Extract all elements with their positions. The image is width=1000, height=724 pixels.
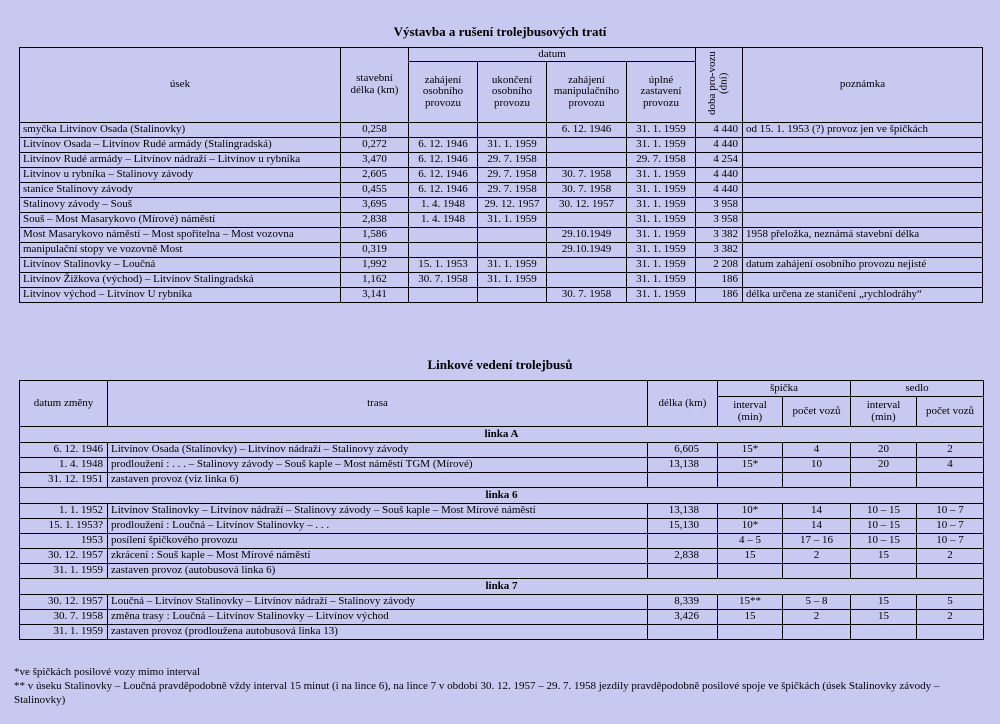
footnote: ** v úseku Stalinovky – Loučná pravděpodobně vždy interval 15 minut (i na lince 6), na lince 7 v období 30. 12. 1957 – 29. 7. 1958 jezdily pravděpodobně posilové spoje ve špičkách (úsek Stalinovky závody – Stalinovky) [14,679,940,706]
table-cell: 2 [917,610,984,625]
table-cell: 1,586 [341,227,409,242]
table-cell: zkrácení : Souš kaple – Most Mírové náměstí [108,549,648,564]
table-cell: 3 958 [696,197,743,212]
table-cell: 31. 1. 1959 [627,197,696,212]
table-cell [718,625,783,640]
table-row [20,564,984,579]
header-zahajeni-os: zahájení osobního provozu [409,62,478,122]
table-cell: Souš – Most Masarykovo (Mírové) náměstí [20,212,341,227]
table-cell: 2 208 [696,257,743,272]
table-cell: 15 [718,610,783,625]
table-cell: 10 – 15 [851,534,917,549]
table-cell: 6. 12. 1946 [409,152,478,167]
header-sedlo-pocet: počet vozů [917,397,984,427]
table-cell: 30. 7. 1958 [547,287,627,302]
header-datum: datum [409,48,696,62]
lines-table [19,380,984,640]
table-row [20,458,984,473]
table-cell [547,212,627,227]
table-cell: 10 – 7 [917,519,984,534]
table-cell: 31. 1. 1959 [627,122,696,137]
table-cell: 5 [917,595,984,610]
table-cell: 15 [851,549,917,564]
table-cell: prodloužení : Loučná – Litvínov Stalinovky – . . . [108,519,648,534]
table-row [20,443,984,458]
table-cell: 31. 1. 1959 [627,242,696,257]
table-cell: 1. 4. 1948 [409,212,478,227]
table-cell: 10 – 15 [851,504,917,519]
table-cell [743,272,983,287]
table-cell [783,473,851,488]
table-cell: 186 [696,272,743,287]
table-cell: 13,138 [648,504,718,519]
table-cell: 8,339 [648,595,718,610]
table-cell: 6. 12. 1946 [20,443,108,458]
table-cell: 31. 1. 1959 [20,625,108,640]
table-cell: 30. 7. 1958 [547,167,627,182]
table-row [20,137,983,152]
table-cell: 29. 7. 1958 [478,167,547,182]
table-row [20,227,983,242]
table-cell [409,287,478,302]
table-cell: 5 – 8 [783,595,851,610]
table-cell: 2,605 [341,167,409,182]
table-cell: 31. 1. 1959 [627,287,696,302]
table-cell: Loučná – Litvínov Stalinovky – Litvínov nádraží – Stalinovy závody [108,595,648,610]
table-cell: 2,838 [341,212,409,227]
table-cell: 10 [783,458,851,473]
table-cell [648,564,718,579]
table-cell: 2 [783,549,851,564]
table-cell: zastaven provoz (viz linka 6) [108,473,648,488]
table-cell: 1958 přeložka, neznámá stavební délka [743,227,983,242]
line-group-name: linka A [20,427,984,443]
table-cell: 30. 12. 1957 [547,197,627,212]
table-cell: 10* [718,519,783,534]
table-row [20,287,983,302]
table-cell: 1,162 [341,272,409,287]
table-cell: 31. 1. 1959 [627,167,696,182]
line-group-header [20,488,984,504]
table-row [20,182,983,197]
table-cell [851,564,917,579]
table-cell: 10 – 7 [917,504,984,519]
table-cell: 31. 1. 1959 [20,564,108,579]
table-cell [783,564,851,579]
table-cell: 4 440 [696,137,743,152]
table-cell [743,212,983,227]
table-cell: 31. 1. 1959 [478,272,547,287]
table-cell: 0,319 [341,242,409,257]
table-cell [743,182,983,197]
table-cell: 6,605 [648,443,718,458]
table-cell: 30. 12. 1957 [20,595,108,610]
table-cell [409,122,478,137]
table-cell [743,167,983,182]
table-cell: zastaven provoz (autobusová linka 6) [108,564,648,579]
table-cell: 2 [783,610,851,625]
table-cell: 10* [718,504,783,519]
table-cell [718,473,783,488]
table-cell: 15. 1. 1953 [409,257,478,272]
table-cell [743,137,983,152]
table-cell [743,152,983,167]
table-cell: 1,992 [341,257,409,272]
table-cell [478,242,547,257]
header-sedlo-interval: interval (min) [851,397,917,427]
header-doba [696,48,743,123]
table-cell: 31. 1. 1959 [627,272,696,287]
line-group-header [20,579,984,595]
header-poznamka: poznámka [743,48,983,123]
header-spicka-pocet: počet vozů [783,397,851,427]
table-cell [718,564,783,579]
table-cell: 29. 7. 1958 [478,182,547,197]
table-cell [478,227,547,242]
table-cell: 30. 7. 1958 [547,182,627,197]
table-cell: 31. 12. 1951 [20,473,108,488]
construction-table-body [20,122,983,302]
construction-table [19,47,983,303]
table-cell: manipulační stopy ve vozovně Most [20,242,341,257]
header-ukonceni-os: ukončení osobního provozu [478,62,547,122]
footnote: *ve špičkách posilové vozy mimo interval [14,666,201,678]
table-cell: Litvínov Osada (Stalinovky) – Litvínov nádraží – Stalinovy závody [108,443,648,458]
table-row [20,152,983,167]
table-cell: 6. 12. 1946 [409,182,478,197]
table-cell: Litvínov Žižkova (východ) – Litvínov Stalingradská [20,272,341,287]
table-cell [917,473,984,488]
table-cell: od 15. 1. 1953 (?) provoz jen ve špičkách [743,122,983,137]
table-cell: 31. 1. 1959 [627,227,696,242]
table-cell [648,473,718,488]
table-row [20,272,983,287]
table-row [20,122,983,137]
table-cell [547,137,627,152]
table-cell: 3,141 [341,287,409,302]
table-cell: stanice Stalinovy závody [20,182,341,197]
table-cell: 30. 7. 1958 [20,610,108,625]
header-trasa: trasa [108,381,648,427]
header-sedlo: sedlo [851,381,984,397]
table-row [20,534,984,549]
table-cell: 3 382 [696,227,743,242]
table-cell: 20 [851,443,917,458]
table-cell: 31. 1. 1959 [478,137,547,152]
table-cell: 31. 1. 1959 [627,137,696,152]
table-cell: prodloužení : . . . – Stalinovy závody – Souš kaple – Most náměstí TGM (Mírové) [108,458,648,473]
table-cell: datum zahájení osobního provozu nejisté [743,257,983,272]
table-cell: 14 [783,504,851,519]
table-cell [409,242,478,257]
table-row [20,473,984,488]
table-cell [547,257,627,272]
header-zahajeni-man: zahájení manipulačního provozu [547,62,627,122]
table-cell: 15** [718,595,783,610]
table-cell: Litvínov Stalinovky – Loučná [20,257,341,272]
table-cell: 4 440 [696,122,743,137]
table-cell [648,534,718,549]
table-cell: 31. 1. 1959 [478,257,547,272]
table-cell: Litvínov Stalinovky – Litvínov nádraží – Stalinovy závody – Souš kaple – Most Mírové náměstí [108,504,648,519]
header-spicka: špička [718,381,851,397]
table-cell: 15* [718,443,783,458]
line-group-name: linka 6 [20,488,984,504]
table-cell: 6. 12. 1946 [547,122,627,137]
table-cell: Litvínov východ – Litvínov U rybníka [20,287,341,302]
header-usek: úsek [20,48,341,123]
table-cell [743,197,983,212]
table-cell: 0,258 [341,122,409,137]
table-row [20,257,983,272]
table-cell: 17 – 16 [783,534,851,549]
table-cell: 1953 [20,534,108,549]
table-cell: 29.10.1949 [547,227,627,242]
table-cell: 29. 12. 1957 [478,197,547,212]
table-row [20,212,983,227]
table-cell: 15 [851,610,917,625]
table-cell: 3,695 [341,197,409,212]
table-row [20,167,983,182]
table-cell: 31. 1. 1959 [478,212,547,227]
table-cell [409,227,478,242]
table-cell [478,287,547,302]
table-cell: Litvínov u rybníka – Stalinovy závody [20,167,341,182]
table2-title: Linkové vedení trolejbusů [427,357,573,372]
table-cell [743,242,983,257]
table-cell: změna trasy : Loučná – Litvínov Stalinovky – Litvínov východ [108,610,648,625]
line-group-header [20,427,984,443]
table-cell [547,272,627,287]
table-row [20,504,984,519]
table-row [20,549,984,564]
table-cell: 6. 12. 1946 [409,167,478,182]
table-cell: 4 440 [696,182,743,197]
table-cell: Stalinovy závody – Souš [20,197,341,212]
table-cell: 30. 12. 1957 [20,549,108,564]
table-cell: 6. 12. 1946 [409,137,478,152]
table-cell [478,122,547,137]
table-cell: 1. 4. 1948 [409,197,478,212]
table-cell: 1. 1. 1952 [20,504,108,519]
header-datum-zmeny: datum změny [20,381,108,427]
header-delka: stavební délka (km) [341,48,409,123]
footnotes [14,666,989,707]
table-cell: 3 958 [696,212,743,227]
table-cell: 29. 7. 1958 [478,152,547,167]
table-cell: 4 254 [696,152,743,167]
table-cell: 2 [917,549,984,564]
table-cell: 15* [718,458,783,473]
header-uplne-zast: úplné zastavení provozu [627,62,696,122]
table-cell: 3 382 [696,242,743,257]
table-cell [547,152,627,167]
table-cell: zastaven provoz (prodloužena autobusová linka 13) [108,625,648,640]
lines-table-body [20,427,984,640]
table-cell: 186 [696,287,743,302]
table-cell: 3,470 [341,152,409,167]
table-cell [917,625,984,640]
line-group-name: linka 7 [20,579,984,595]
table-row [20,595,984,610]
table-cell: 0,272 [341,137,409,152]
table-cell [783,625,851,640]
table-cell: 20 [851,458,917,473]
table-cell: 13,138 [648,458,718,473]
table-row [20,242,983,257]
table-cell: 14 [783,519,851,534]
table-cell: 4 440 [696,167,743,182]
table-row [20,197,983,212]
table-cell: 29. 7. 1958 [627,152,696,167]
header-doba-text: doba pro-vozu (dní) [706,51,730,115]
table-cell [648,625,718,640]
table-cell [851,625,917,640]
table-cell: 15. 1. 1953? [20,519,108,534]
table-cell: 4 [917,458,984,473]
header-delka-km: délka (km) [648,381,718,427]
table-cell: 0,455 [341,182,409,197]
table-row [20,519,984,534]
table-cell: Most Masarykovo náměstí – Most spořitelna – Most vozovna [20,227,341,242]
header-spicka-interval: interval (min) [718,397,783,427]
table-cell: 30. 7. 1958 [409,272,478,287]
table-cell: délka určena ze staničení „rychlodráhy“ [743,287,983,302]
table-row [20,610,984,625]
table-cell [851,473,917,488]
table-row [20,625,984,640]
table-cell: 15 [718,549,783,564]
table-cell: 31. 1. 1959 [627,212,696,227]
table-cell: 4 [783,443,851,458]
table-cell: 31. 1. 1959 [627,257,696,272]
table1-title: Výstavba a rušení trolejbusových tratí [393,24,607,39]
table-cell: 15,130 [648,519,718,534]
table-cell: 10 – 7 [917,534,984,549]
table-cell: smyčka Litvínov Osada (Stalinovky) [20,122,341,137]
table-cell: 1. 4. 1948 [20,458,108,473]
table-cell: 3,426 [648,610,718,625]
table-cell: 31. 1. 1959 [627,182,696,197]
table-cell: 2,838 [648,549,718,564]
table-cell: Litvínov Osada – Litvínov Rudé armády (Stalingradská) [20,137,341,152]
table-cell: posílení špičkového provozu [108,534,648,549]
table-cell: 4 – 5 [718,534,783,549]
table-cell: 10 – 15 [851,519,917,534]
table-cell: Litvínov Rudé armády – Litvínov nádraží – Litvínov u rybníka [20,152,341,167]
table-cell: 29.10.1949 [547,242,627,257]
table-cell: 15 [851,595,917,610]
table-cell [917,564,984,579]
table-cell: 2 [917,443,984,458]
